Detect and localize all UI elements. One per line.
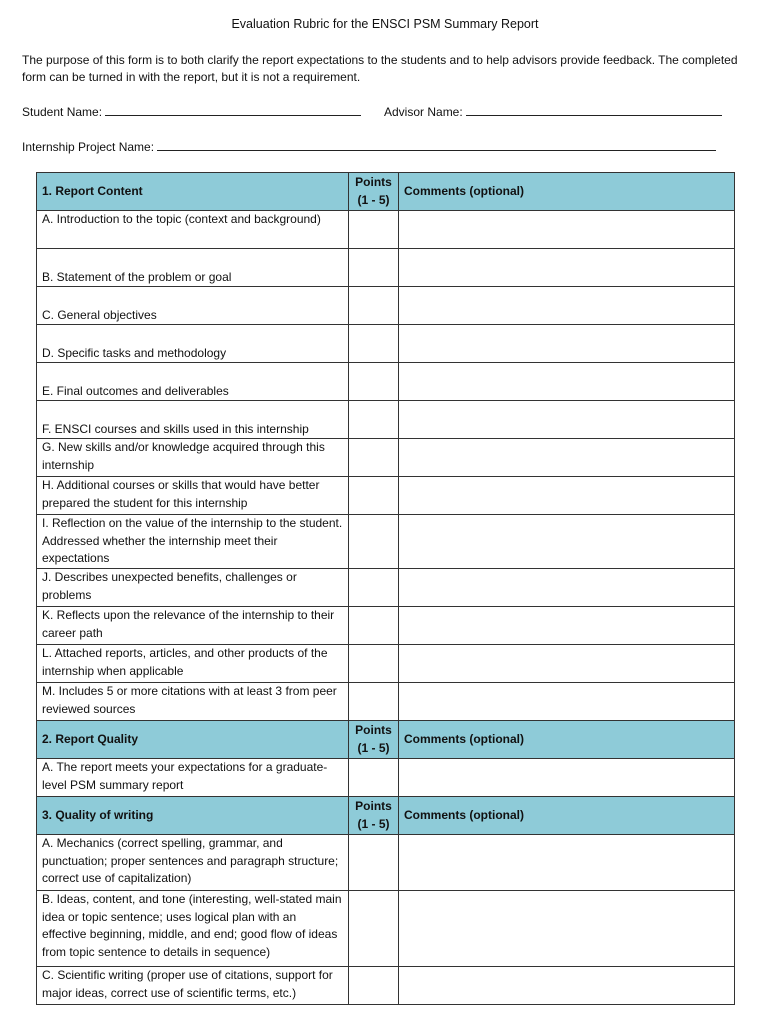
comments-cell[interactable] <box>399 835 735 891</box>
comments-cell[interactable] <box>399 439 735 477</box>
comments-cell[interactable] <box>399 967 735 1005</box>
advisor-name-blank[interactable] <box>466 104 722 116</box>
section-heading: 3. Quality of writing <box>37 797 349 835</box>
points-header: Points (1 - 5) <box>349 721 399 759</box>
points-cell[interactable] <box>349 363 399 401</box>
criterion: F. ENSCI courses and skills used in this internship <box>37 401 349 439</box>
comments-cell[interactable] <box>399 249 735 287</box>
criterion: A. Mechanics (correct spelling, grammar, and punctuation; proper sentences and paragraph structure; correct use of capitalization) <box>37 835 349 891</box>
comments-cell[interactable] <box>399 515 735 569</box>
table-row <box>37 477 735 515</box>
comments-header: Comments (optional) <box>399 797 735 835</box>
section-heading: 1. Report Content <box>37 173 349 211</box>
comments-cell[interactable] <box>399 891 735 967</box>
points-cell[interactable] <box>349 401 399 439</box>
points-cell[interactable] <box>349 569 399 607</box>
comments-cell[interactable] <box>399 211 735 249</box>
section-header <box>37 797 735 835</box>
points-cell[interactable] <box>349 325 399 363</box>
table-row <box>37 515 735 569</box>
points-cell[interactable] <box>349 645 399 683</box>
criterion: J. Describes unexpected benefits, challenges or problems <box>37 569 349 607</box>
points-cell[interactable] <box>349 439 399 477</box>
criterion: I. Reflection on the value of the internship to the student. Addressed whether the internship meet their expectations <box>37 515 349 569</box>
table-row <box>37 401 735 439</box>
points-cell[interactable] <box>349 249 399 287</box>
comments-cell[interactable] <box>399 363 735 401</box>
points-cell[interactable] <box>349 287 399 325</box>
project-name-field[interactable] <box>22 139 716 154</box>
criterion: A. The report meets your expectations for a graduate-level PSM summary report <box>37 759 349 797</box>
section-header <box>37 173 735 211</box>
points-header: Points (1 - 5) <box>349 173 399 211</box>
criterion: K. Reflects upon the relevance of the internship to their career path <box>37 607 349 645</box>
points-cell[interactable] <box>349 607 399 645</box>
student-name-blank[interactable] <box>105 104 361 116</box>
comments-cell[interactable] <box>399 325 735 363</box>
comments-cell[interactable] <box>399 759 735 797</box>
criterion: C. General objectives <box>37 287 349 325</box>
student-name-field[interactable] <box>22 104 361 119</box>
table-row <box>37 645 735 683</box>
intro-paragraph: The purpose of this form is to both clarify the report expectations to the students and to help advisors provide feedback. The completed form can be turned in with the report, but it is not a requirement. <box>22 53 738 84</box>
comments-cell[interactable] <box>399 569 735 607</box>
comments-cell[interactable] <box>399 607 735 645</box>
criterion: A. Introduction to the topic (context and background) <box>37 211 349 249</box>
points-header: Points (1 - 5) <box>349 797 399 835</box>
page-title: Evaluation Rubric for the ENSCI PSM Summary Report <box>231 17 539 31</box>
criterion: B. Statement of the problem or goal <box>37 249 349 287</box>
criterion: H. Additional courses or skills that would have better prepared the student for this internship <box>37 477 349 515</box>
criterion: E. Final outcomes and deliverables <box>37 363 349 401</box>
comments-cell[interactable] <box>399 683 735 721</box>
points-cell[interactable] <box>349 759 399 797</box>
table-row <box>37 249 735 287</box>
comments-cell[interactable] <box>399 287 735 325</box>
table-row <box>37 607 735 645</box>
advisor-name-label: Advisor Name: <box>384 105 463 119</box>
table-row <box>37 287 735 325</box>
table-row <box>37 569 735 607</box>
table-row <box>37 363 735 401</box>
table-row <box>37 967 735 1005</box>
table-row <box>37 683 735 721</box>
criterion: D. Specific tasks and methodology <box>37 325 349 363</box>
table-row <box>37 891 735 967</box>
table-row <box>37 759 735 797</box>
criterion: G. New skills and/or knowledge acquired through this internship <box>37 439 349 477</box>
points-cell[interactable] <box>349 211 399 249</box>
comments-cell[interactable] <box>399 645 735 683</box>
comments-cell[interactable] <box>399 477 735 515</box>
comments-header: Comments (optional) <box>399 173 735 211</box>
project-name-label: Internship Project Name: <box>22 140 155 154</box>
criterion: L. Attached reports, articles, and other products of the internship when applicable <box>37 645 349 683</box>
points-cell[interactable] <box>349 967 399 1005</box>
criterion: B. Ideas, content, and tone (interesting, well-stated main idea or topic sentence; uses logical plan with an effective beginning, middle, and end; good flow of ideas from topic sentence to details in sequence) <box>37 891 349 967</box>
table-row <box>37 325 735 363</box>
criterion: M. Includes 5 or more citations with at least 3 from peer reviewed sources <box>37 683 349 721</box>
table-row <box>37 835 735 891</box>
student-name-label: Student Name: <box>22 105 103 119</box>
points-cell[interactable] <box>349 515 399 569</box>
table-row <box>37 439 735 477</box>
table-row <box>37 211 735 249</box>
advisor-name-field[interactable] <box>384 104 722 119</box>
comments-cell[interactable] <box>399 401 735 439</box>
criterion: C. Scientific writing (proper use of citations, support for major ideas, correct use of scientific terms, etc.) <box>37 967 349 1005</box>
comments-header: Comments (optional) <box>399 721 735 759</box>
points-cell[interactable] <box>349 477 399 515</box>
points-cell[interactable] <box>349 835 399 891</box>
section-header <box>37 721 735 759</box>
project-name-blank[interactable] <box>157 139 716 151</box>
points-cell[interactable] <box>349 683 399 721</box>
points-cell[interactable] <box>349 891 399 967</box>
section-heading: 2. Report Quality <box>37 721 349 759</box>
rubric-table <box>36 172 735 1005</box>
